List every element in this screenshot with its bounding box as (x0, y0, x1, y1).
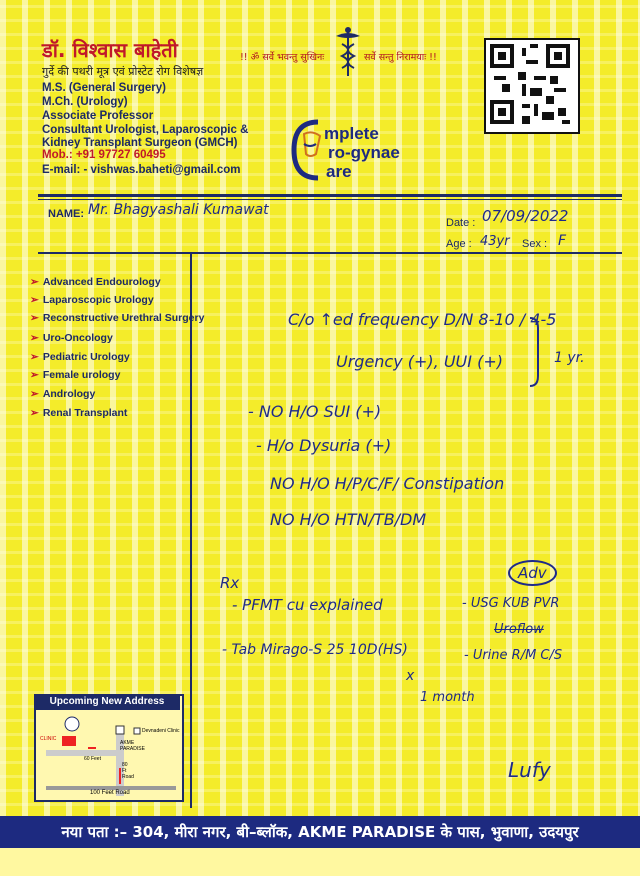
arrow-icon: ➢ (30, 312, 39, 324)
qualification-line: Kidney Transplant Surgeon (GMCH) (42, 137, 238, 149)
doctor-name: डॉ. विश्वास बाहेती (42, 38, 178, 62)
note-line: - H/o Dysuria (+) (256, 436, 392, 455)
doctor-signature: Lufy (508, 758, 551, 782)
service-item: ➢ Uro-Oncology (30, 332, 113, 344)
arrow-icon: ➢ (30, 388, 39, 400)
qualification-line: M.Ch. (Urology) (42, 96, 128, 108)
patient-name: Mr. Bhagyashali Kumawat (88, 202, 269, 218)
qr-code (484, 38, 580, 134)
service-item: ➢ Renal Transplant (30, 407, 128, 419)
date-label: Date : (446, 217, 476, 229)
rx-line: - PFMT cu explained (232, 596, 383, 614)
email-address: E-mail: - vishwas.baheti@gmail.com (42, 164, 241, 176)
map-label: Devnadeni Clinic (142, 728, 180, 734)
advice-line: Uroflow (494, 622, 544, 637)
sex-label: Sex : (522, 238, 548, 250)
qualification-line: Associate Professor (42, 110, 154, 122)
qualification-line: Consultant Urologist, Laparoscopic & (42, 124, 249, 136)
header-divider (38, 194, 622, 197)
service-item: ➢ Laparoscopic Urology (30, 294, 154, 306)
map-label: 60 Feet (84, 756, 101, 762)
advice-label: Adv (508, 560, 557, 586)
footer-address: नया पता :– 304, मीरा नगर, बी–ब्लॉक, AKME PARADISE के पास, भुवाणा, उदयपुर (0, 816, 640, 848)
service-item: ➢ Female urology (30, 369, 121, 381)
specialty-hindi: गुर्दे की पथरी मूत्र एवं प्रोस्टेट रोग विशेषज्ञ (42, 65, 204, 78)
rx-symbol: Rx (220, 574, 240, 592)
age-label: Age : (446, 238, 472, 250)
logo-line: are (326, 162, 352, 181)
note-line: - NO H/O SUI (+) (248, 402, 382, 421)
map-title: Upcoming New Address (34, 694, 180, 710)
rx-line: 1 month (420, 690, 475, 705)
logo-line: ro-gynae (328, 143, 400, 162)
sanskrit-left: !! ॐ सर्वे भवन्तु सुखिनः (240, 52, 325, 63)
note-duration: 1 yr. (554, 350, 585, 366)
advice-line: - Urine R/M C/S (464, 648, 563, 663)
rx-line: x (406, 668, 415, 684)
map-label: CLINIC (40, 736, 57, 742)
sidebar-divider (190, 252, 192, 808)
note-line: NO H/O H/P/C/F/ Constipation (270, 474, 505, 493)
sex-value: F (558, 233, 567, 249)
name-label: NAME: (48, 208, 85, 220)
service-item: ➢ Advanced Endourology (30, 276, 161, 288)
service-item: ➢ Reconstructive Urethral Surgery (30, 312, 205, 324)
header-divider-thin (38, 199, 622, 200)
arrow-icon: ➢ (30, 351, 39, 363)
note-line: NO H/O HTN/TB/DM (270, 510, 427, 529)
bracket-mark (528, 316, 542, 388)
date-value: 07/09/2022 (482, 207, 569, 225)
rx-line: - Tab Mirago-S 25 10D(HS) (222, 642, 408, 658)
service-item: ➢ Andrology (30, 388, 96, 400)
sanskrit-right: सर्वे सन्तु निरामयाः !! (364, 52, 437, 63)
advice-line: - USG KUB PVR (462, 596, 560, 611)
map-label: 100 Feet Road (90, 790, 130, 796)
caduceus-icon (334, 26, 362, 78)
logo-line: mplete (324, 124, 379, 143)
qualification-line: M.S. (General Surgery) (42, 82, 166, 94)
arrow-icon: ➢ (30, 276, 39, 288)
note-line: C/o ↑ed frequency D/N 8-10 / 4-5 (288, 310, 557, 329)
mobile-number: Mob.: +91 97727 60495 (42, 149, 166, 161)
address-map (34, 694, 184, 802)
arrow-icon: ➢ (30, 369, 39, 381)
note-line: Urgency (+), UUI (+) (336, 352, 503, 371)
uro-gynae-logo-icon (288, 114, 328, 186)
age-value: 43yr (480, 234, 510, 249)
body-divider (38, 252, 622, 254)
arrow-icon: ➢ (30, 407, 39, 419)
map-label: AKME PARADISE (120, 740, 145, 752)
map-label: 80 Ft Road (122, 762, 134, 780)
bottom-strip (0, 848, 640, 876)
service-item: ➢ Pediatric Urology (30, 351, 130, 363)
arrow-icon: ➢ (30, 294, 39, 306)
logo-text (324, 124, 400, 181)
arrow-icon: ➢ (30, 332, 39, 344)
